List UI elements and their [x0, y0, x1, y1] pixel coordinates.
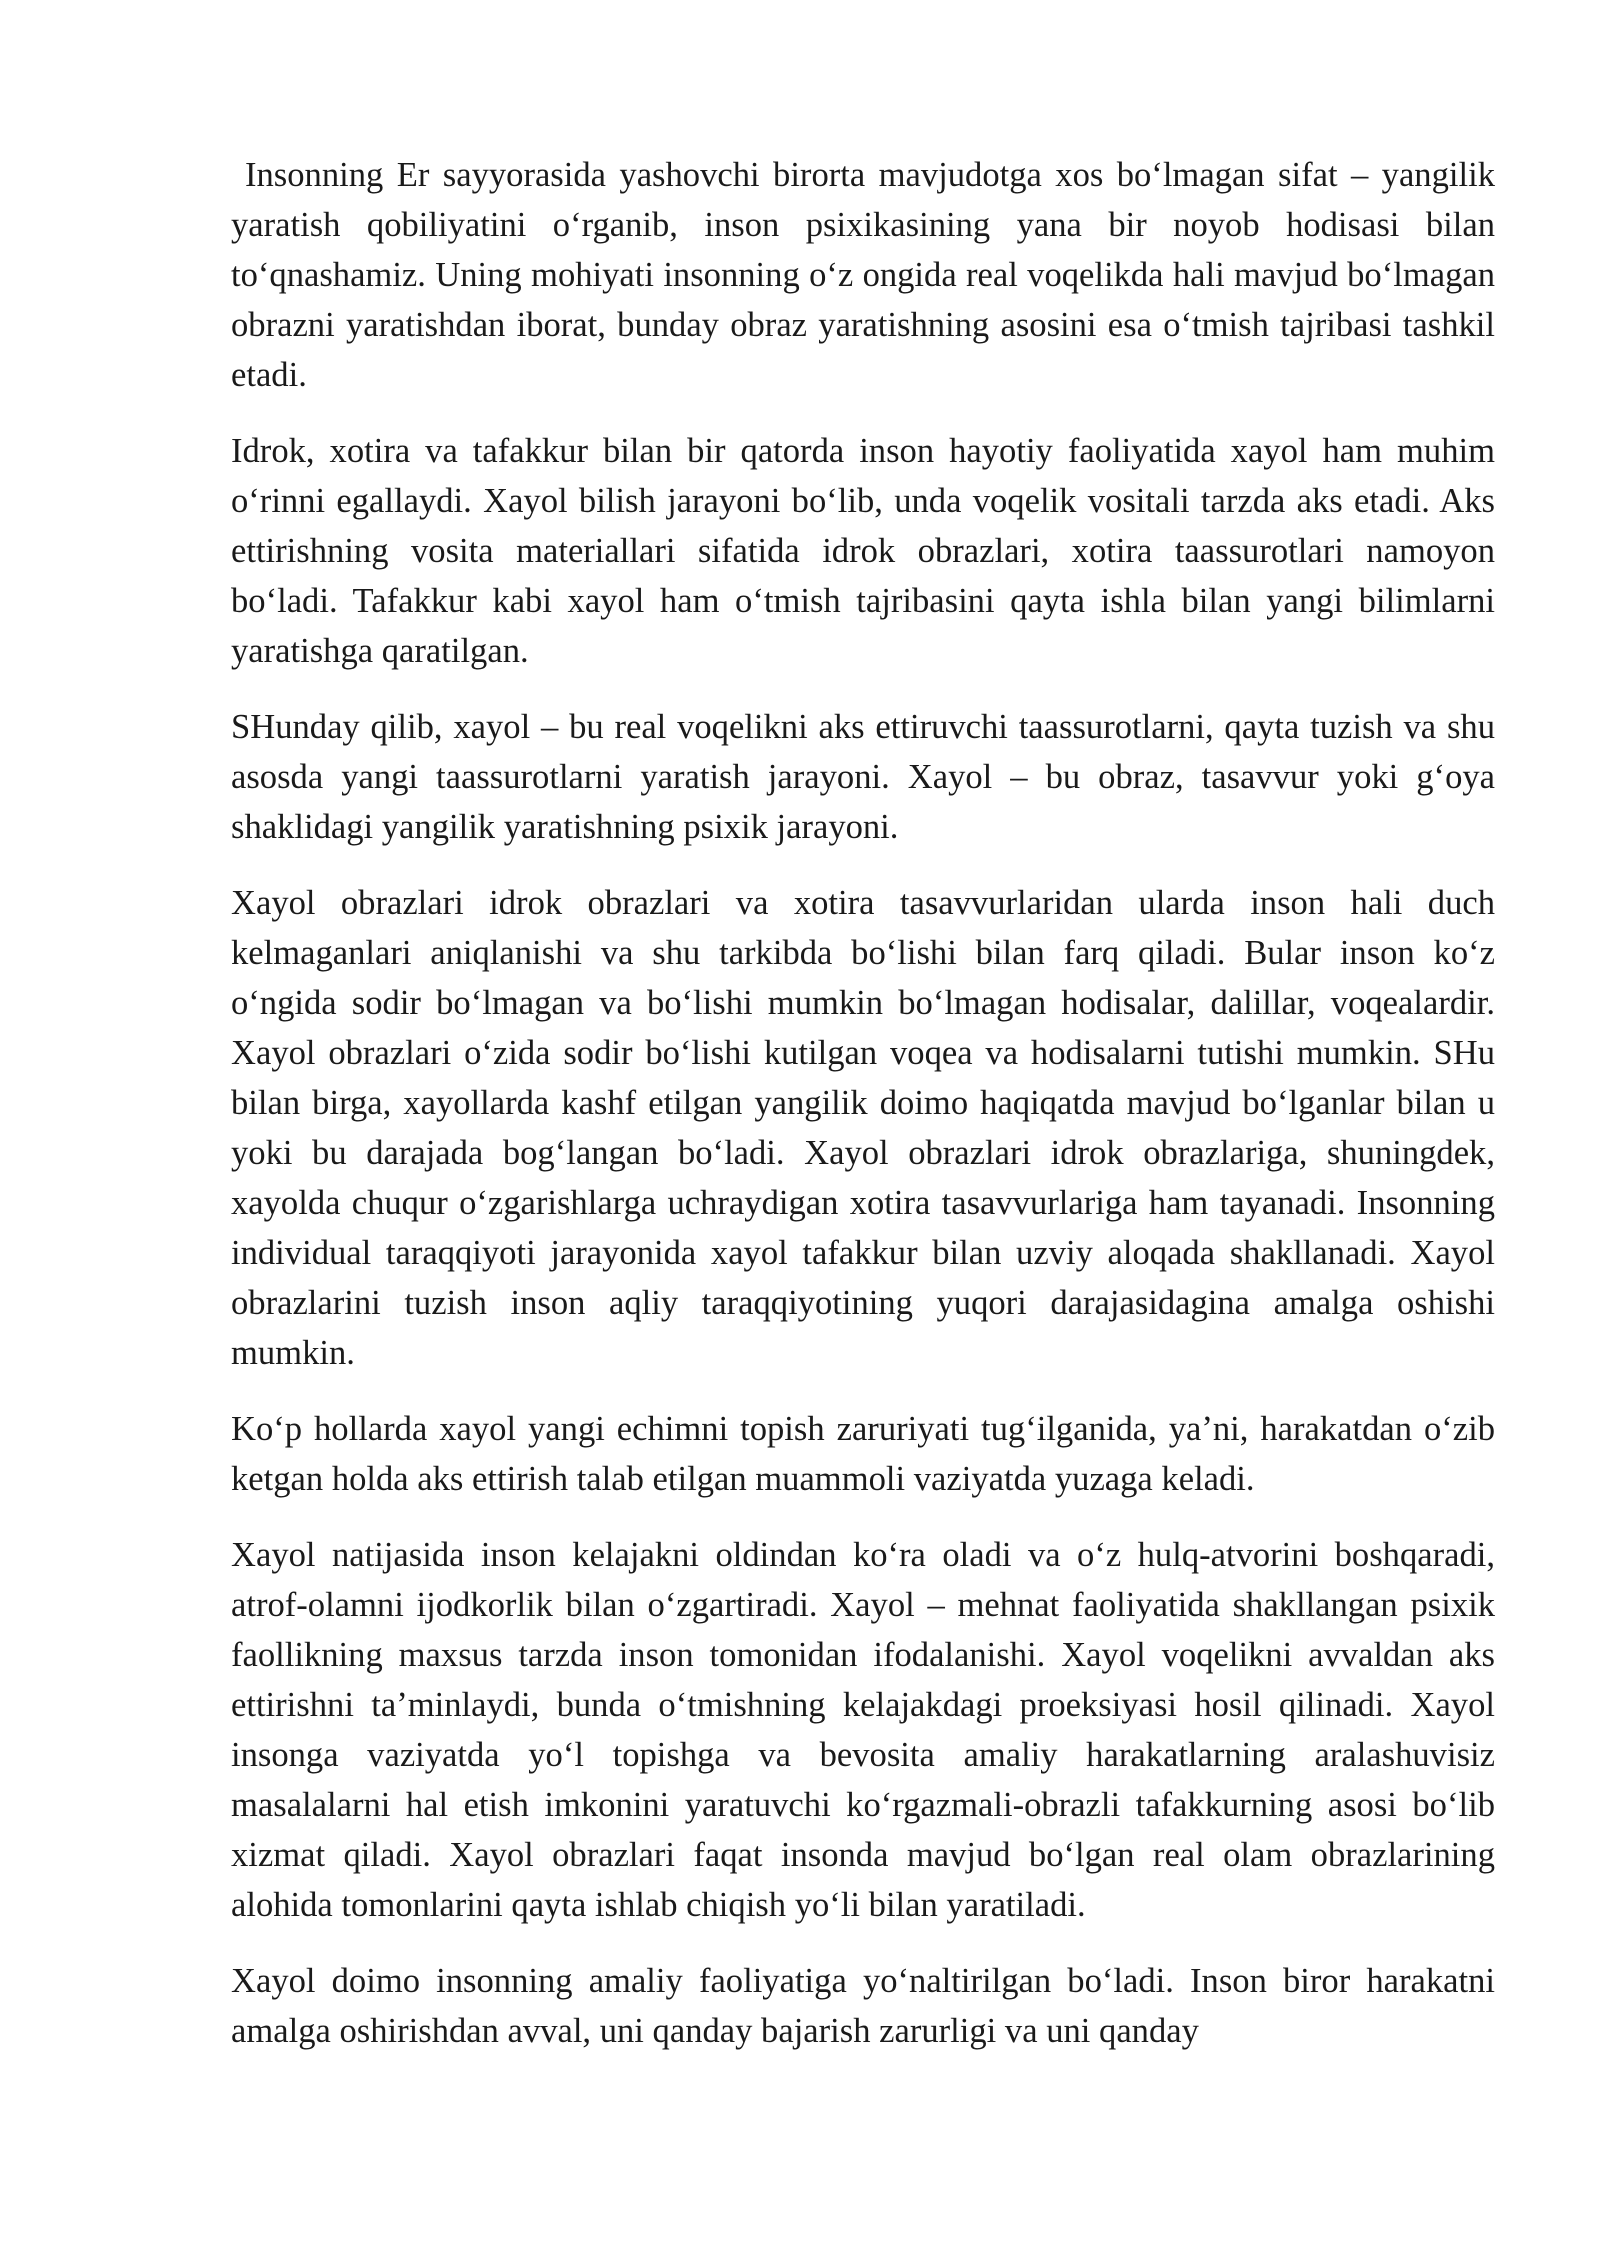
paragraph-7: Xayol doimo insonning amaliy faoliyatiga yoʻnaltirilgan boʻladi. Inson biror harakatni amalga oshirishdan avval, uni qanday bajarish zarurligi va uni qanday — [231, 1962, 1495, 2050]
document-page — [231, 150, 1495, 2082]
paragraph-3: SHunday qilib, xayol – bu real voqelikni aks ettiruvchi taassurotlarni, qayta tuzish va shu asosda yangi taassurotlarni yaratish jarayoni. Xayol – bu obraz, tasavvur yoki gʻoya shaklidagi yangilik yaratishning psixik jarayoni. — [231, 708, 1495, 846]
paragraph-1: Insonning Er sayyorasida yashovchi birorta mavjudotga xos boʻlmagan sifat – yangilik yaratish qobiliyatini oʻrganib, inson psixikasining yana bir noyob hodisasi bilan toʻqnashamiz. Uning mohiyati insonning oʻz ongida real voqelikda hali mavjud boʻlmagan obrazni yaratishdan iborat, bunday obraz yaratishning asosini esa oʻtmish tajribasi tashkil etadi. — [231, 156, 1495, 394]
paragraph-5: Koʻp hollarda xayol yangi echimni topish zaruriyati tugʻilganida, yaʼni, harakatdan oʻzib ketgan holda aks ettirish talab etilgan muammoli vaziyatda yuzaga keladi. — [231, 1410, 1495, 1498]
paragraph-4: Xayol obrazlari idrok obrazlari va xotira tasavvurlaridan ularda inson hali duch kelmaganlari aniqlanishi va shu tarkibda boʻlishi bilan farq qiladi. Bular inson koʻz oʻngida sodir boʻlmagan va boʻlishi mumkin boʻlmagan hodisalar, dalillar, voqealardir. Xayol obrazlari oʻzida sodir boʻlishi kutilgan voqea va hodisalarni tutishi mumkin. SHu bilan birga, xayollarda kashf etilgan yangilik doimo haqiqatda mavjud boʻlganlar bilan u yoki bu darajada bogʻlangan boʻladi. Xayol obrazlari idrok obrazlariga, shuningdek, xayolda chuqur oʻzgarishlarga uchraydigan xotira tasavvurlariga ham tayanadi. Insonning individual taraqqiyoti jarayonida xayol tafakkur bilan uzviy aloqada shakllanadi. Xayol obrazlarini tuzish inson aqliy taraqqiyotining yuqori darajasidagina amalga oshishi mumkin. — [231, 884, 1495, 1372]
paragraph-2: Idrok, xotira va tafakkur bilan bir qatorda inson hayotiy faoliyatida xayol ham muhim oʻrinni egallaydi. Xayol bilish jarayoni boʻlib, unda voqelik vositali tarzda aks etadi. Aks ettirishning vosita materiallari sifatida idrok obrazlari, xotira taassurotlari namoyon boʻladi. Tafakkur kabi xayol ham oʻtmish tajribasini qayta ishla bilan yangi bilimlarni yaratishga qaratilgan. — [231, 432, 1495, 670]
paragraph-6: Xayol natijasida inson kelajakni oldindan koʻra oladi va oʻz hulq-atvorini boshqaradi, atrof-olamni ijodkorlik bilan oʻzgartiradi. Xayol – mehnat faoliyatida shakllangan psixik faollikning maxsus tarzda inson tomonidan ifodalanishi. Xayol voqelikni avvaldan aks ettirishni taʼminlaydi, bunda oʻtmishning kelajakdagi proeksiyasi hosil qilinadi. Xayol insonga vaziyatda yoʻl topishga va bevosita amaliy harakatlarning aralashuvisiz masalalarni hal etish imkonini yaratuvchi koʻrgazmali-obrazli tafakkurning asosi boʻlib xizmat qiladi. Xayol obrazlari faqat insonda mavjud boʻlgan real olam obrazlarining alohida tomonlarini qayta ishlab chiqish yoʻli bilan yaratiladi. — [231, 1536, 1495, 1924]
